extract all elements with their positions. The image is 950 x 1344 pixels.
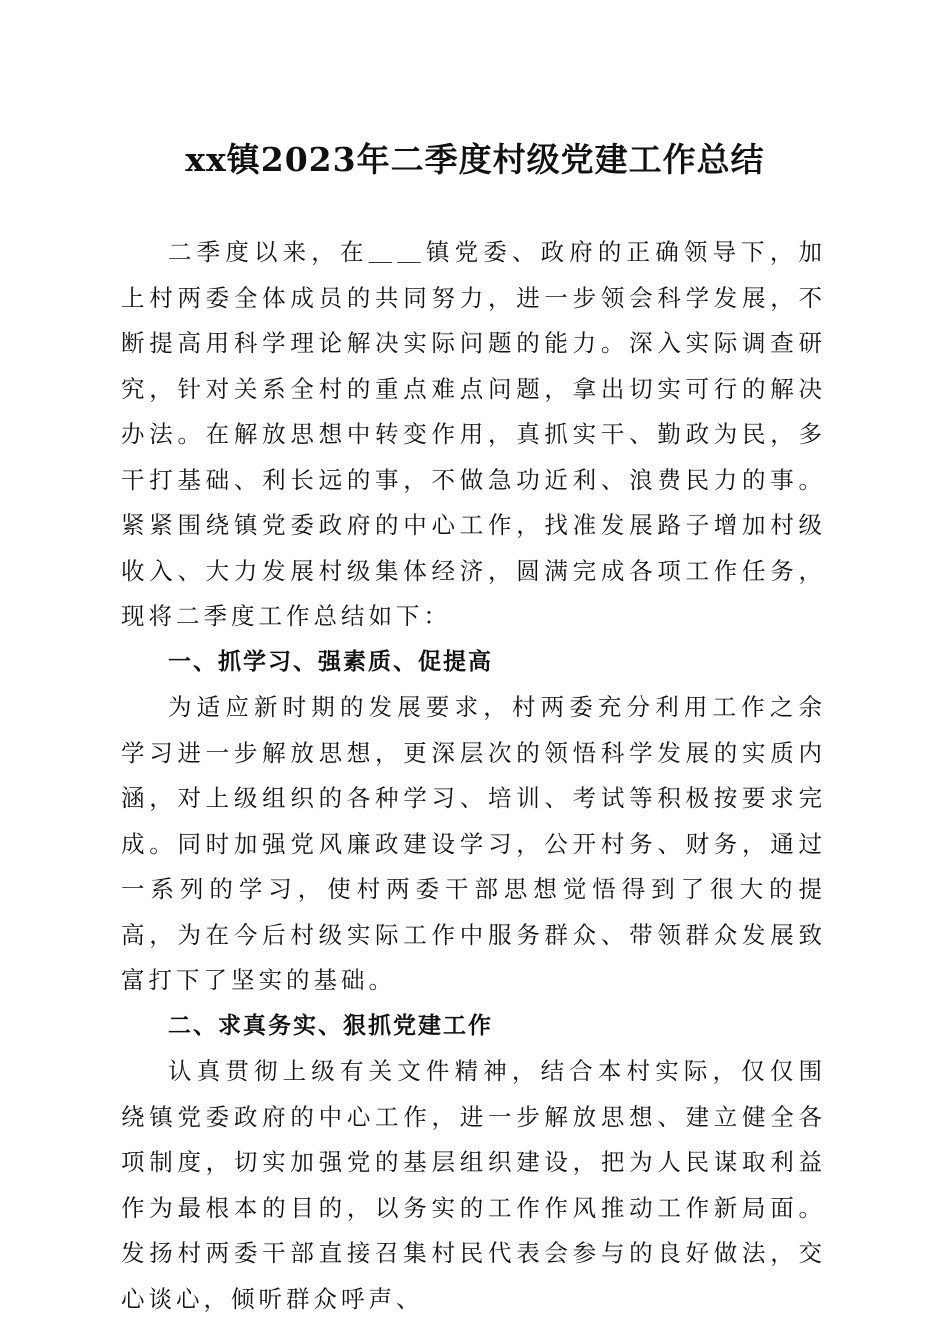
section-paragraph-study: 为适应新时期的发展要求，村两委充分利用工作之余学习进一步解放思想，更深层次的领悟科学发展的实质内涵，对上级组织的各种学习、培训、考试等积极按要求完成。同时加强党风廉政建设学习，公开村务、财务，通过一系列的学习，使村两委干部思想觉悟得到了很大的提高，为在今后村级实际工作中服务群众、带领群众发展致富打下了坚实的基础。 <box>121 693 826 994</box>
section-heading-party-building: 二、求真务实、狠抓党建工作 <box>168 1012 493 1039</box>
section-heading-study: 一、抓学习、强素质、促提高 <box>168 648 493 675</box>
document-body <box>121 230 826 1322</box>
section-paragraph-party-building: 认真贯彻上级有关文件精神，结合本村实际，仅仅围绕镇党委政府的中心工作，进一步解放思想、建立健全各项制度，切实加强党的基层组织建设，把为人民谋取利益作为最根本的目的，以务实的工作作风推动工作新局面。发扬村两委干部直接召集村民代表会参与的良好做法，交心谈心，倾听群众呼声、 <box>121 1057 826 1313</box>
intro-paragraph: 二季度以来，在＿＿镇党委、政府的正确领导下，加上村两委全体成员的共同努力，进一步领会科学发展，不断提高用科学理论解决实际问题的能力。深入实际调查研究，针对关系全村的重点难点问题，拿出切实可行的解决办法。在解放思想中转变作用，真抓实干、勤政为民，多干打基础、利长远的事，不做急功近利、浪费民力的事。紧紧围绕镇党委政府的中心工作，找准发展路子增加村级收入、大力发展村级集体经济，圆满完成各项工作任务，现将二季度工作总结如下： <box>121 238 826 630</box>
document-title: xx镇2023年二季度村级党建工作总结 <box>185 140 765 179</box>
